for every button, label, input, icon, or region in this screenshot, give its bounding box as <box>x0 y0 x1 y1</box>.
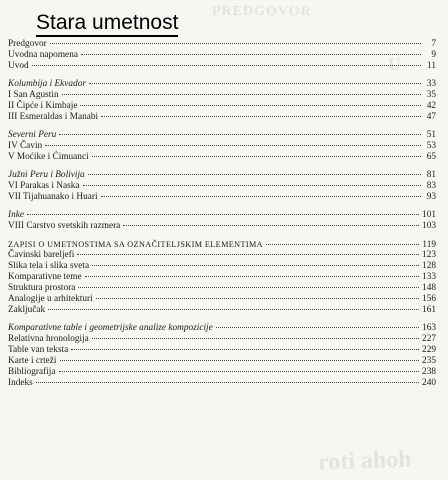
toc-entry-label: Table van teksta <box>8 345 69 355</box>
dot-leader <box>80 105 421 106</box>
dot-leader <box>216 327 419 328</box>
dot-leader <box>123 225 419 226</box>
toc-entry-page-number: 128 <box>422 261 436 271</box>
dot-leader <box>89 83 421 84</box>
toc-entry-label: Predgovor <box>8 39 47 49</box>
toc-entry-label: Komparativne teme <box>8 272 82 282</box>
toc-entry <box>8 378 436 389</box>
toc-entry-page-number: 156 <box>422 294 436 304</box>
toc-entry-label: Analogije u arhitekturi <box>8 294 93 304</box>
dot-leader <box>92 156 421 157</box>
dot-leader <box>88 174 421 175</box>
toc-entry-label: Karte i crteži <box>8 356 57 366</box>
dot-leader <box>83 185 421 186</box>
toc-entry-page-number: 101 <box>422 210 436 220</box>
dot-leader <box>92 265 419 266</box>
toc-entry <box>8 101 436 112</box>
toc-entry <box>8 90 436 101</box>
toc-entry <box>8 130 436 141</box>
toc-entry-page-number: 47 <box>426 112 436 122</box>
toc-entry-label: Bibliografija <box>8 367 56 377</box>
dot-leader <box>96 298 419 299</box>
bleed-through-mark: U <box>388 54 401 74</box>
toc-entry-label: I San Agustin <box>8 90 59 100</box>
toc-entry-page-number: 93 <box>426 192 436 202</box>
toc-entry <box>8 141 436 152</box>
toc-entry-label: Kolumbija i Ekvador <box>8 79 86 89</box>
dot-leader <box>59 134 421 135</box>
toc-entry <box>8 367 436 378</box>
toc-entry-label: Inke <box>8 210 24 220</box>
toc-entry-label: IV Čavin <box>8 141 43 151</box>
toc-entry <box>8 50 436 61</box>
toc-entry <box>8 192 436 203</box>
toc-entry-page-number: 42 <box>426 101 436 111</box>
toc-entry-label: V Moćike i Ćimuanci <box>8 152 89 162</box>
dot-leader <box>62 94 421 95</box>
toc-entry-page-number: 240 <box>422 378 436 388</box>
toc-entry-label: Uvod <box>8 61 29 71</box>
dot-leader <box>101 196 421 197</box>
bleed-through-text: roti ahoh <box>317 446 412 476</box>
toc-entry-page-number: 229 <box>422 345 436 355</box>
toc-entry <box>8 261 436 272</box>
toc-entry-label: Relativna hronologija <box>8 334 89 344</box>
toc-entry-label: Komparativne table i geometrijske analize kompozicije <box>8 323 213 333</box>
dot-leader <box>85 276 419 277</box>
toc-entry-label: Čavinski bareljefi <box>8 250 75 260</box>
toc-entry-page-number: 65 <box>426 152 436 162</box>
toc-entry-label: Indeks <box>8 378 33 388</box>
toc-entry-page-number: 238 <box>422 367 436 377</box>
toc-entry-label: Zaključak <box>8 305 46 315</box>
toc-entry <box>8 356 436 367</box>
toc-entry <box>8 250 436 261</box>
toc-entry-page-number: 123 <box>422 250 436 260</box>
toc-entry <box>8 272 436 283</box>
dot-leader <box>71 349 419 350</box>
toc-entry <box>8 79 436 90</box>
toc-entry-page-number: 35 <box>426 90 436 100</box>
dot-leader <box>266 244 419 245</box>
toc-entry <box>8 170 436 181</box>
toc-entry-page-number: 133 <box>422 272 436 282</box>
dot-leader <box>48 309 419 310</box>
toc-entry <box>8 283 436 294</box>
toc-entry-label: VII Tijahuanako i Huari <box>8 192 98 202</box>
toc-entry-page-number: 53 <box>426 141 436 151</box>
toc-entry <box>8 221 436 232</box>
dot-leader <box>45 145 421 146</box>
toc-entry <box>8 334 436 345</box>
toc-entry <box>8 39 436 50</box>
toc-entry-page-number: 7 <box>431 39 436 49</box>
toc-entry-label: ZAPISI O UMETNOSTIMA SA OZNAČITELJSKIM ELEMENTIMA <box>8 240 263 249</box>
toc-entry-page-number: 163 <box>422 323 436 333</box>
dot-leader <box>50 43 421 44</box>
toc-entry-page-number: 119 <box>422 240 436 250</box>
toc-entry-label: VIII Carstvo svetskih razmera <box>8 221 121 231</box>
toc-entry-page-number: 103 <box>422 221 436 231</box>
toc-entry-page-number: 83 <box>426 181 436 191</box>
page-title: Stara umetnost <box>36 11 178 37</box>
toc-entry-label: Južni Peru i Bolivija <box>8 170 85 180</box>
dot-leader <box>59 371 420 372</box>
toc-entry-page-number: 148 <box>422 283 436 293</box>
dot-leader <box>32 65 421 66</box>
dot-leader <box>77 254 419 255</box>
dot-leader <box>36 382 419 383</box>
bleed-through-text: PREDGOVOR <box>212 4 312 19</box>
toc-entry-page-number: 235 <box>422 356 436 366</box>
dot-leader <box>81 54 421 55</box>
toc-entry-page-number: 33 <box>426 79 436 89</box>
dot-leader <box>101 116 421 117</box>
dot-leader <box>27 214 419 215</box>
toc-entry-label: II Čipće i Kimbaje <box>8 101 78 111</box>
toc-entry-label: Struktura prostora <box>8 283 76 293</box>
dot-leader <box>60 360 420 361</box>
toc-entry <box>8 112 436 123</box>
toc-entry-label: Uvodna napomena <box>8 50 78 60</box>
toc-entry <box>8 210 436 221</box>
dot-leader <box>92 338 419 339</box>
toc-entry-label: Severni Peru <box>8 130 57 140</box>
toc-entry-page-number: 9 <box>431 50 436 60</box>
table-of-contents <box>8 39 436 389</box>
toc-entry <box>8 323 436 334</box>
toc-entry <box>8 181 436 192</box>
toc-entry-page-number: 161 <box>422 305 436 315</box>
toc-entry-page-number: 51 <box>426 130 436 140</box>
toc-entry <box>8 305 436 316</box>
toc-entry-page-number: 11 <box>427 61 436 71</box>
toc-entry <box>8 294 436 305</box>
toc-entry-label: III Esmeraldas i Manabi <box>8 112 99 122</box>
toc-entry <box>8 61 436 72</box>
toc-entry <box>8 345 436 356</box>
toc-entry <box>8 239 436 250</box>
toc-entry <box>8 152 436 163</box>
toc-entry-page-number: 81 <box>426 170 436 180</box>
dot-leader <box>78 287 419 288</box>
toc-entry-page-number: 227 <box>422 334 436 344</box>
toc-entry-label: Slika tela i slika sveta <box>8 261 90 271</box>
toc-entry-label: VI Parakas i Naska <box>8 181 80 191</box>
